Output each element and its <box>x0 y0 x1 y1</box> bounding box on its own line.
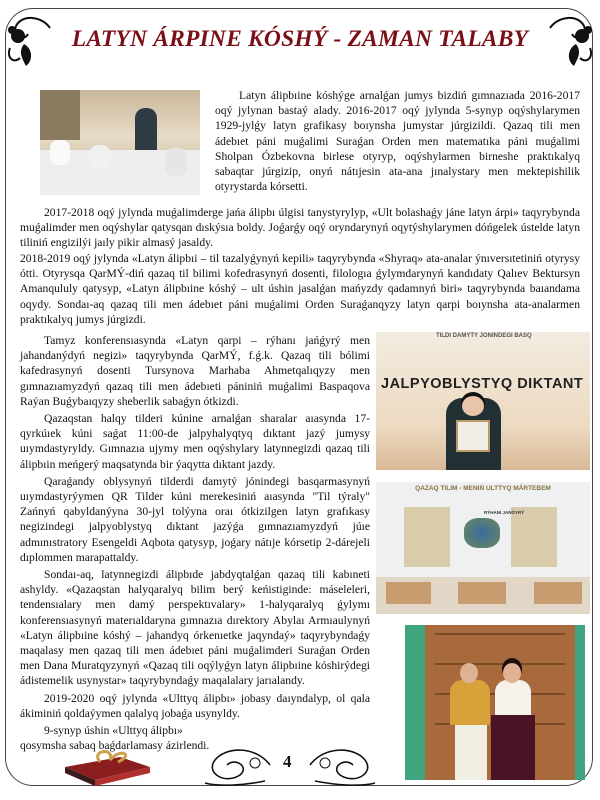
paragraph-cabinet: Sondaı-aq, latynnegizdi álipbıde jabdyqtalǵan qazaq tili kabıneti ashyldy. «Qazaqstan halyqaralyq bilim berý keńistiginde: máseleleri, tendensıalary men damý perspektıvalary» 1-halyqaralyq ǵylymı konferensıasynyń materıaldaryna gımnazıa dırektory Abylaı Armıaulynyń «Latyn álipbıine kóshý – jahandyq órkenıetke jaqyndaý» taqyrybyndaǵy maqalasy men qazaq tili men ádebıet páni muǵalimderi Suraǵan Orden men Dana Muratqyzynyń «Qazaq tili oqýlyǵyn latyn álipbıine kóshirýdegi ádistemelik usynystar» taqyrybyndaǵy maqalalary jarıalandy. <box>20 568 370 688</box>
paragraph-regional: Qaraǵandy oblysynyń tilderdi damytý jónindegi basqarmasynyń uıymdastyrýymen QR Tilder kúni merekesiniń aıasynda "Til týraly" Zańnyń qabyldanýyna 30-jyl tolýyna oraı ótkizilgen latyn grafıkasy negizindegi jalpyoblystyq dıktant jazýǵa gımnazıamyzdyń júıe admınıstratory Esengeldi Aqbota qatysyp, joǵary nátıje kórsetip 2-dárejeli dıplommen marapattaldy. <box>20 474 370 564</box>
flourish-ornament-icon <box>305 745 385 787</box>
floral-ornament-icon <box>2 8 62 68</box>
paragraph-conference: Tamyz konferensıasynda «Latyn qarpi – rýhanı jańǵyrý men jahandanýdyń negizi» taqyrybynda QarMÝ, f.ǵ.k. Qazaq tili bólimi kafedrasynyń dosenti Tursynova Marhaba Ahmetqalıqyzy men gımnazıamyzdyń qazaq tili men ádebıeti pániniń muǵalimi Baspaqova Raýan Buǵybaıqyzy sheberlik sabaǵyn ótkizdi. <box>20 334 370 408</box>
flourish-ornament-icon <box>195 745 275 787</box>
paragraph-grade9-cont: qosymsha sabaq baǵdarlamasy ázirlendi. <box>20 739 210 753</box>
classroom-photo <box>40 90 200 195</box>
banner-text: JALPYOBLYSTYQ DIKTANT <box>381 376 584 392</box>
paragraph-intro: Latyn álipbıine kóshýge arnalǵan jumys bizdiń gımnazıada 2016-2017 oqý jylynan bastaý alady. 2016-2017 oqý jylynda 5-synyp oqýshylarymen 1929-jylǵy latyn grafikasy boıynsha jumystar júrgizildi. Qazaq tili men ádebıet páni muǵalimi Suraǵan Orden men matematıka páni muǵalimi Sholpan Ózbekovna birlese otyryp, oqýshylarmen birneshe praktıkalyq sabaqtar júrgizip, onyń nátıjesin ata-ana jınalystary men mektepishilik otyrystarda kórsetti. <box>215 89 580 194</box>
wall-banner-text: QAZAQ TILIM - MENIŃ ULTTYQ MÁRTEBEM <box>415 485 551 492</box>
page-number: 4 <box>283 752 292 771</box>
wall-mid-text: RÝHANI JAŃǴYRÝ <box>484 510 525 515</box>
paragraph-grade9: 9-synyp úshin «Ulttyq álipbı» <box>44 724 183 738</box>
paragraph-2017: 2017-2018 oqý jylynda muǵalimderge jańa álipbı úlgisi tanystyrylyp, «Ult bolashaǵy jáne latyn árpi» taqyrybynda muǵalimder men oqýshylar qatysqan dıskýsıa boldy. Joǵarǵy oqý oryndarynyń oqytýshylarymen dóńgelek ústelde latyn tiliniń engizilýi jaıly pikir almasý jasaldy. <box>20 206 580 250</box>
page-title: LATYN ÁRPINE KÓSHÝ - ZAMAN TALABY <box>71 26 529 52</box>
banner-top-text: TILDI DAMYTÝ JÓNINDEGI BASQ <box>436 333 532 339</box>
paragraph-dictation: Qazaqstan halqy tilderi kúnine arnalǵan sharalar aıasynda 17-qyrkúıek kúni saǵat 11:00-de jalpyhalyqtyq dıktant jazý jumysy uıymdastyryldy. Gımnazıa ujymy men oqýshylary latynnegizdi qazaq tili álipbıin meńgerý maqsatynda bir ýaqytta dıktant jazdy. <box>20 412 370 471</box>
floral-ornament-icon <box>538 8 598 68</box>
classroom-wall-photo <box>376 482 590 614</box>
books-gift-icon <box>60 742 155 787</box>
dictation-photo <box>376 332 590 470</box>
teachers-photo <box>405 625 585 780</box>
paragraph-2019: 2019-2020 oqý jylynda «Ulttyq álipbı» jobasy daıyndalyp, ol qala ákiminiń qoldaýymen qalalyq jobaǵa usynyldy. <box>20 691 370 720</box>
paragraph-2018: 2018-2019 oqý jylynda «Latyn álipbıi – til tazalyǵynyń kepili» taqyrybynda «Shyraq» ata-analar ýnıversıtetiniń otyrysy ótti. Otyrysqa QarMÝ-diń qazaq til bilimi kofedrasynyń dosenti, filologıa ǵylymdarynyń kandıdaty Qalıev Bektursyn Amanqululy qatysyp, «Latyn álipbıine kóshý – ult úshin jasalǵan mańyzdy qadamnyń biri» taqyrybynda baıandama oqydy. Sondaı-aq qazaq tili men ádebıet páni muǵalimi Orden Suraǵanqyzy latyn qarpi boıynsha ata-analarmen praktıkalyq jumys júrgizdi. <box>20 252 580 326</box>
left-column <box>20 333 370 753</box>
